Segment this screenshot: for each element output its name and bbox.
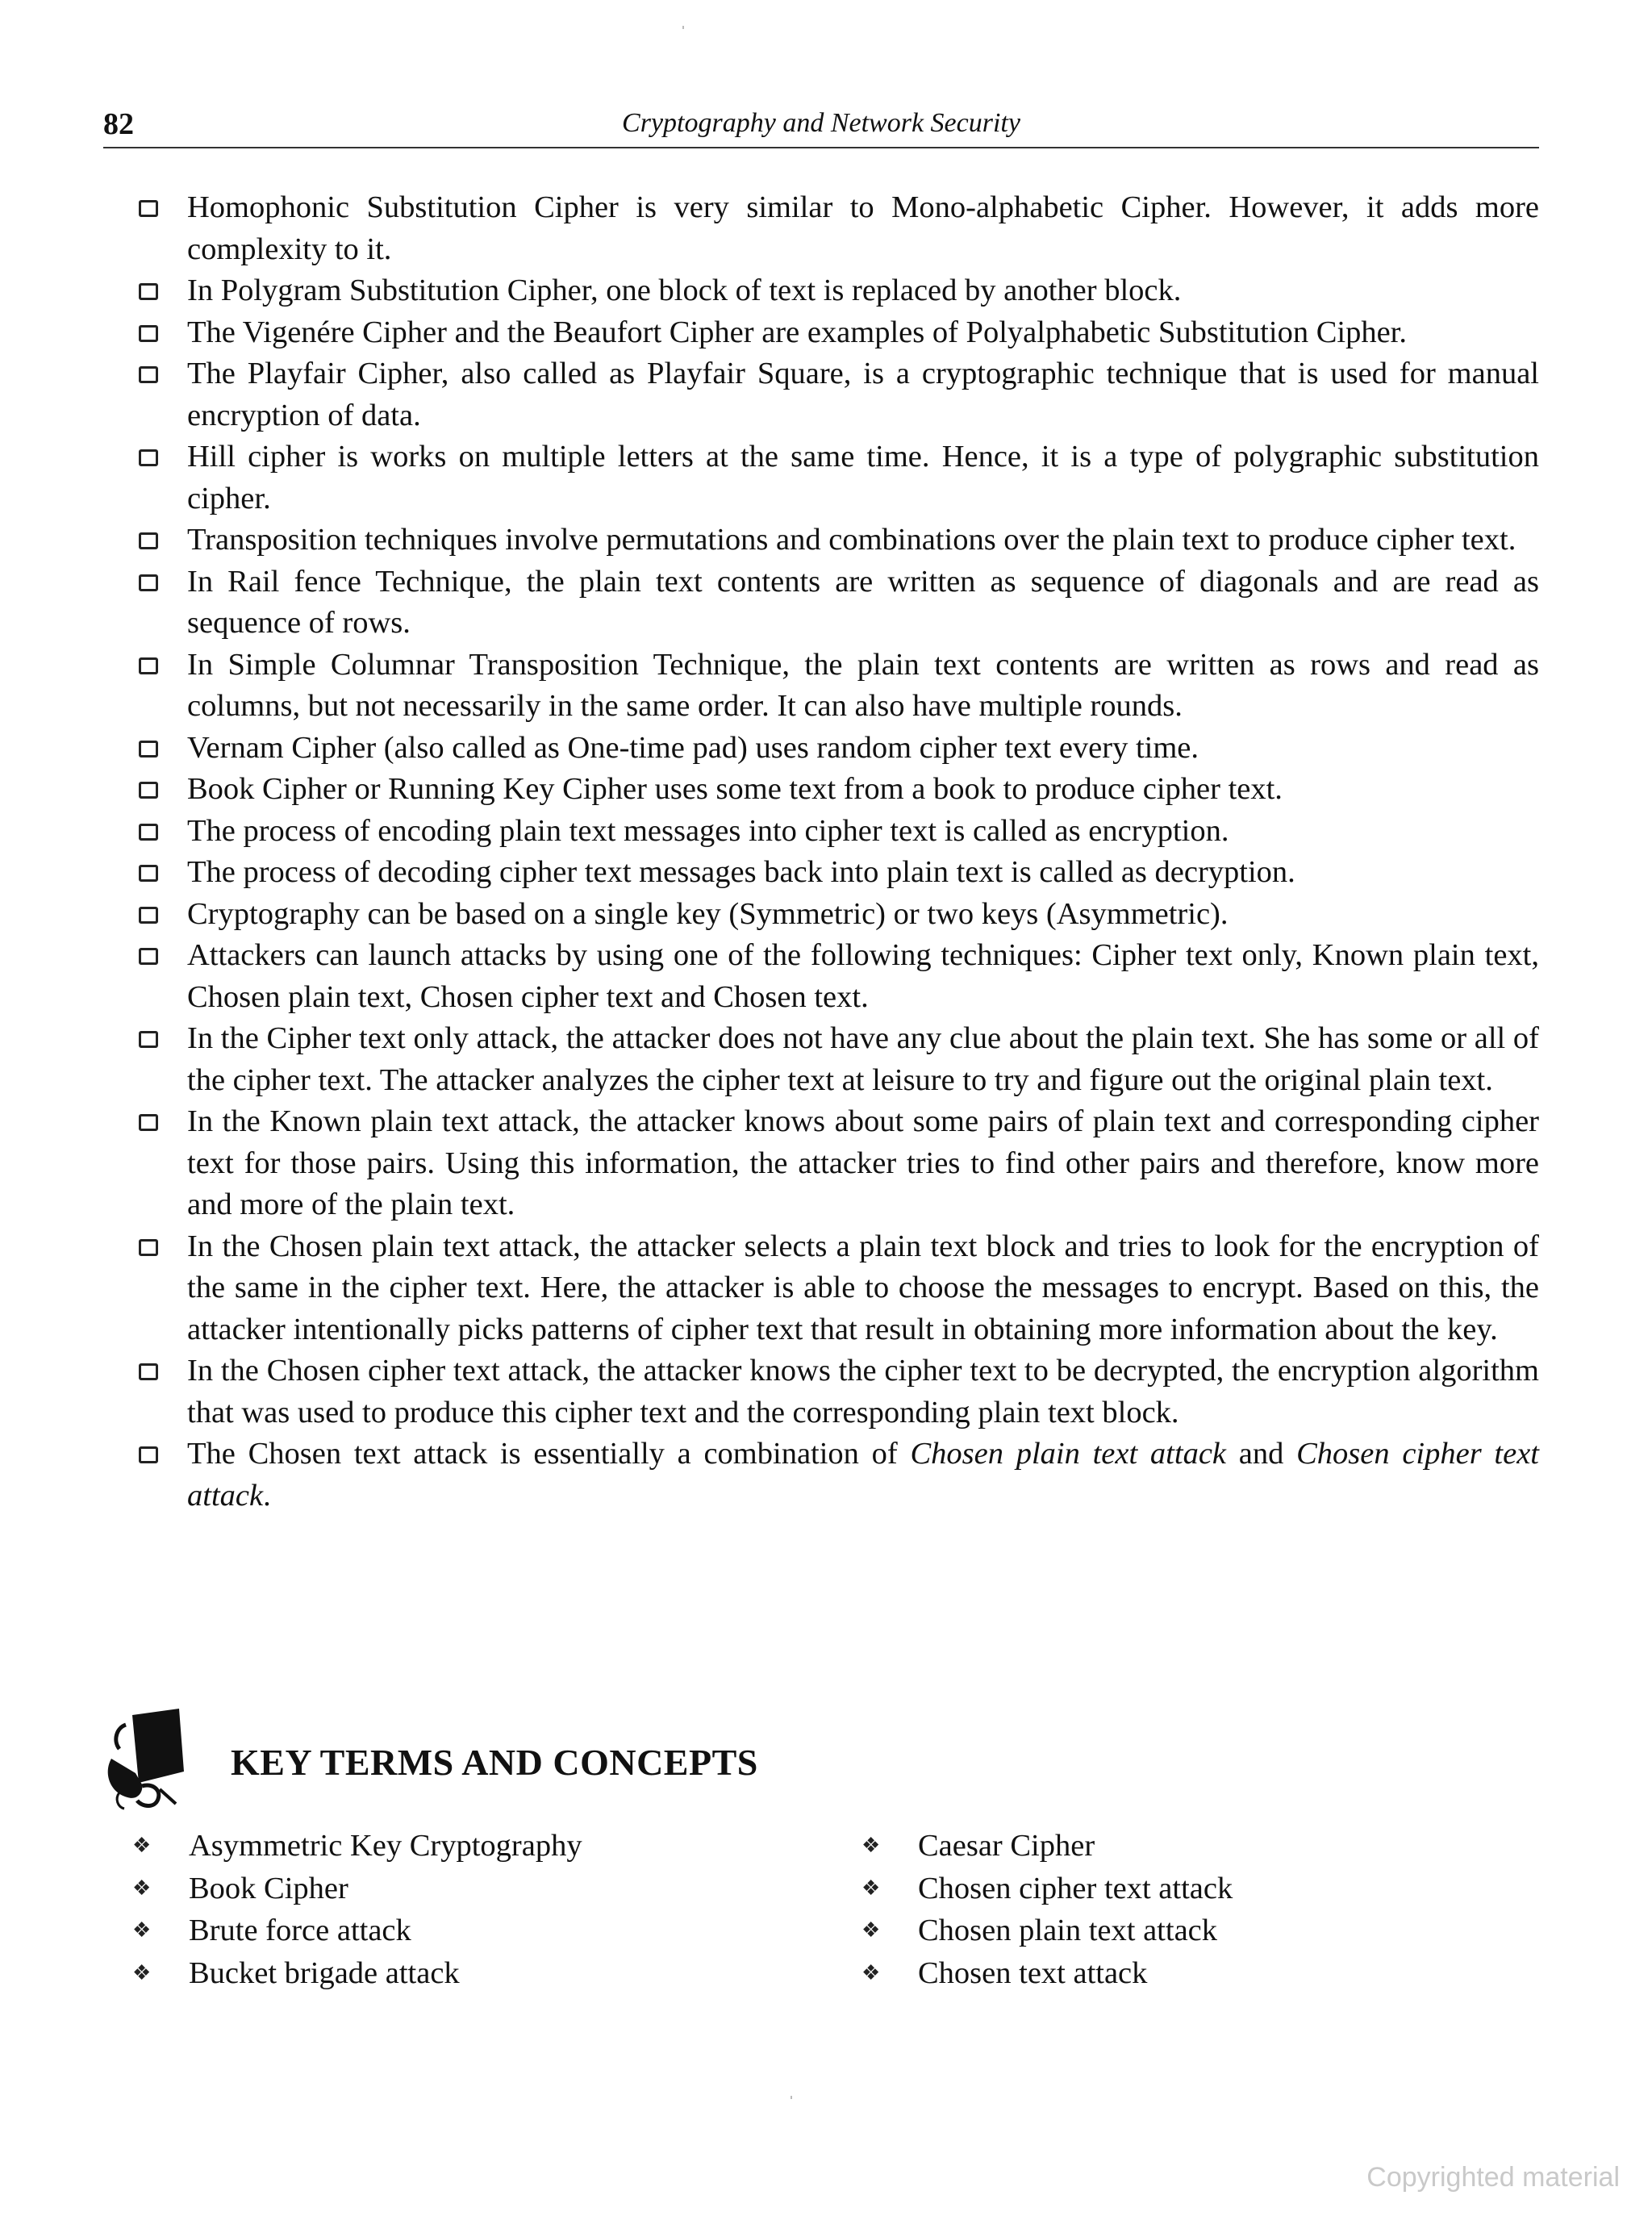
emphasis-term: Chosen plain text attack xyxy=(910,1437,1226,1471)
summary-item-text: Hill cipher is works on multiple letters at the same time. Hence, it is a type of polygraphic substitution cipher. xyxy=(187,440,1539,515)
key-term-item xyxy=(857,1952,1502,1995)
summary-item xyxy=(136,353,1539,436)
summary-item xyxy=(136,935,1539,1018)
key-terms-right-column xyxy=(857,1825,1502,1994)
summary-text-run: . xyxy=(263,1478,271,1513)
running-title: Cryptography and Network Security xyxy=(622,108,1020,138)
diamond-bullet-icon: ❖ xyxy=(132,1960,152,1985)
summary-item xyxy=(136,1101,1539,1226)
page-number: 82 xyxy=(103,107,134,141)
diamond-bullet-icon: ❖ xyxy=(861,1960,881,1985)
checkbox-bullet-icon xyxy=(139,532,158,549)
key-term-label: Chosen cipher text attack xyxy=(918,1871,1233,1905)
key-term-label: Brute force attack xyxy=(189,1914,411,1947)
scan-speck xyxy=(682,26,684,29)
summary-item-text: Book Cipher or Running Key Cipher uses some text from a book to produce cipher text. xyxy=(187,772,1283,806)
checkbox-bullet-icon xyxy=(139,657,158,674)
summary-item xyxy=(136,769,1539,811)
diamond-bullet-icon: ❖ xyxy=(132,1834,152,1857)
summary-item-text: Homophonic Substitution Cipher is very similar to Mono-alphabetic Cipher. However, it adds more complexity to it. xyxy=(187,190,1539,266)
checkbox-bullet-icon xyxy=(139,907,158,924)
checkbox-bullet-icon xyxy=(139,824,158,841)
summary-item xyxy=(136,811,1539,853)
key-term-label: Caesar Cipher xyxy=(918,1829,1095,1863)
scan-speck xyxy=(791,2096,792,2099)
summary-item xyxy=(136,1434,1539,1517)
summary-text-run: The Chosen text attack is essentially a combination of xyxy=(187,1437,911,1471)
summary-item-text: Attackers can launch attacks by using one of the following techniques: Cipher text only, Known plain text, Chosen plain text, Chosen cipher text and Chosen text. xyxy=(187,938,1539,1014)
summary-item xyxy=(136,1226,1539,1351)
key-term-label: Book Cipher xyxy=(189,1871,348,1905)
checkbox-bullet-icon xyxy=(139,741,158,757)
checkbox-bullet-icon xyxy=(139,1239,158,1256)
checkbox-bullet-icon xyxy=(139,1446,158,1463)
summary-item-text: In Polygram Substitution Cipher, one block of text is replaced by another block. xyxy=(187,273,1182,307)
summary-item-text: In the Known plain text attack, the attacker knows about some pairs of plain text and corresponding cipher text for those pairs. Using this information, the attacker tries to find other pairs and therefore, know more and more of the plain text. xyxy=(187,1104,1539,1221)
summary-item-text: In the Chosen cipher text attack, the attacker knows the cipher text to be decrypted, the encryption algorithm that was used to produce this cipher text and the corresponding plain text block. xyxy=(187,1354,1539,1429)
summary-item xyxy=(136,645,1539,728)
summary-item xyxy=(136,436,1539,520)
checkbox-bullet-icon xyxy=(139,1114,158,1131)
checkbox-bullet-icon xyxy=(139,865,158,882)
emphasis-term: Chosen cipher text attack xyxy=(187,1437,1539,1513)
key-term-item xyxy=(127,1952,773,1995)
copyright-watermark: Copyrighted material xyxy=(1366,2162,1620,2193)
checkbox-bullet-icon xyxy=(139,1363,158,1380)
key-term-item xyxy=(127,1825,773,1868)
key-term-item xyxy=(127,1868,773,1910)
checkbox-bullet-icon xyxy=(139,325,158,342)
summary-item xyxy=(136,728,1539,770)
summary-item xyxy=(136,1350,1539,1434)
summary-item xyxy=(136,312,1539,354)
key-term-label: Chosen text attack xyxy=(918,1955,1148,1990)
summary-item-text xyxy=(187,1434,1539,1517)
summary-item xyxy=(136,561,1539,645)
summary-item-text: In the Cipher text only attack, the attacker does not have any clue about the plain text. She has some or all of the cipher text. The attacker analyzes the cipher text at leisure to try and figure out the original plain text. xyxy=(187,1021,1539,1097)
diamond-bullet-icon: ❖ xyxy=(861,1918,881,1942)
key-term-label: Bucket brigade attack xyxy=(189,1955,460,1990)
summary-item xyxy=(136,270,1539,312)
pen-in-hand-icon xyxy=(95,1709,192,1813)
summary-item-text: The Vigenére Cipher and the Beaufort Cipher are examples of Polyalphabetic Substitution Cipher. xyxy=(187,315,1407,349)
summary-item-text: Transposition techniques involve permutations and combinations over the plain text to produce cipher text. xyxy=(187,523,1516,557)
diamond-bullet-icon: ❖ xyxy=(861,1876,881,1900)
summary-item-text: Cryptography can be based on a single key (Symmetric) or two keys (Asymmetric). xyxy=(187,896,1229,931)
key-term-label: Asymmetric Key Cryptography xyxy=(189,1829,582,1863)
summary-list xyxy=(136,187,1539,1517)
key-term-item xyxy=(127,1909,773,1952)
summary-item-text: In the Chosen plain text attack, the attacker selects a plain text block and tries to look for the encryption of the same in the cipher text. Here, the attacker is able to choose the messages to encrypt. Based on this, the attacker intentionally picks patterns of cipher text that result in obtaining more information about the key. xyxy=(187,1229,1539,1346)
summary-item xyxy=(136,520,1539,561)
summary-item-text: The Playfair Cipher, also called as Playfair Square, is a cryptographic technique that is used for manual encryption of data. xyxy=(187,357,1539,432)
key-term-label: Chosen plain text attack xyxy=(918,1914,1217,1947)
summary-item xyxy=(136,894,1539,936)
checkbox-bullet-icon xyxy=(139,283,158,300)
checkbox-bullet-icon xyxy=(139,948,158,965)
summary-item-text: The process of encoding plain text messages into cipher text is called as encryption. xyxy=(187,813,1229,848)
checkbox-bullet-icon xyxy=(139,1031,158,1048)
page-header xyxy=(103,105,1539,148)
summary-item xyxy=(136,187,1539,270)
diamond-bullet-icon: ❖ xyxy=(132,1918,152,1942)
summary-item-text: In Rail fence Technique, the plain text contents are written as sequence of diagonals and are read as sequence of rows. xyxy=(187,564,1539,640)
summary-item xyxy=(136,852,1539,894)
key-terms-heading: KEY TERMS AND CONCEPTS xyxy=(231,1742,758,1783)
checkbox-bullet-icon xyxy=(139,200,158,217)
key-term-item xyxy=(857,1868,1502,1910)
key-term-item xyxy=(857,1909,1502,1952)
checkbox-bullet-icon xyxy=(139,574,158,591)
checkbox-bullet-icon xyxy=(139,782,158,799)
summary-item-text: The process of decoding cipher text messages back into plain text is called as decryption. xyxy=(187,855,1295,889)
summary-item-text: Vernam Cipher (also called as One-time pad) uses random cipher text every time. xyxy=(187,730,1199,765)
summary-text-run: and xyxy=(1226,1437,1297,1471)
key-term-item xyxy=(857,1825,1502,1868)
diamond-bullet-icon: ❖ xyxy=(132,1876,152,1900)
key-terms-left-column xyxy=(127,1825,773,1994)
diamond-bullet-icon: ❖ xyxy=(861,1834,881,1857)
checkbox-bullet-icon xyxy=(139,449,158,466)
checkbox-bullet-icon xyxy=(139,366,158,383)
summary-item-text: In Simple Columnar Transposition Technique, the plain text contents are written as rows and read as columns, but not necessarily in the same order. It can also have multiple rounds. xyxy=(187,647,1539,723)
summary-item xyxy=(136,1018,1539,1101)
